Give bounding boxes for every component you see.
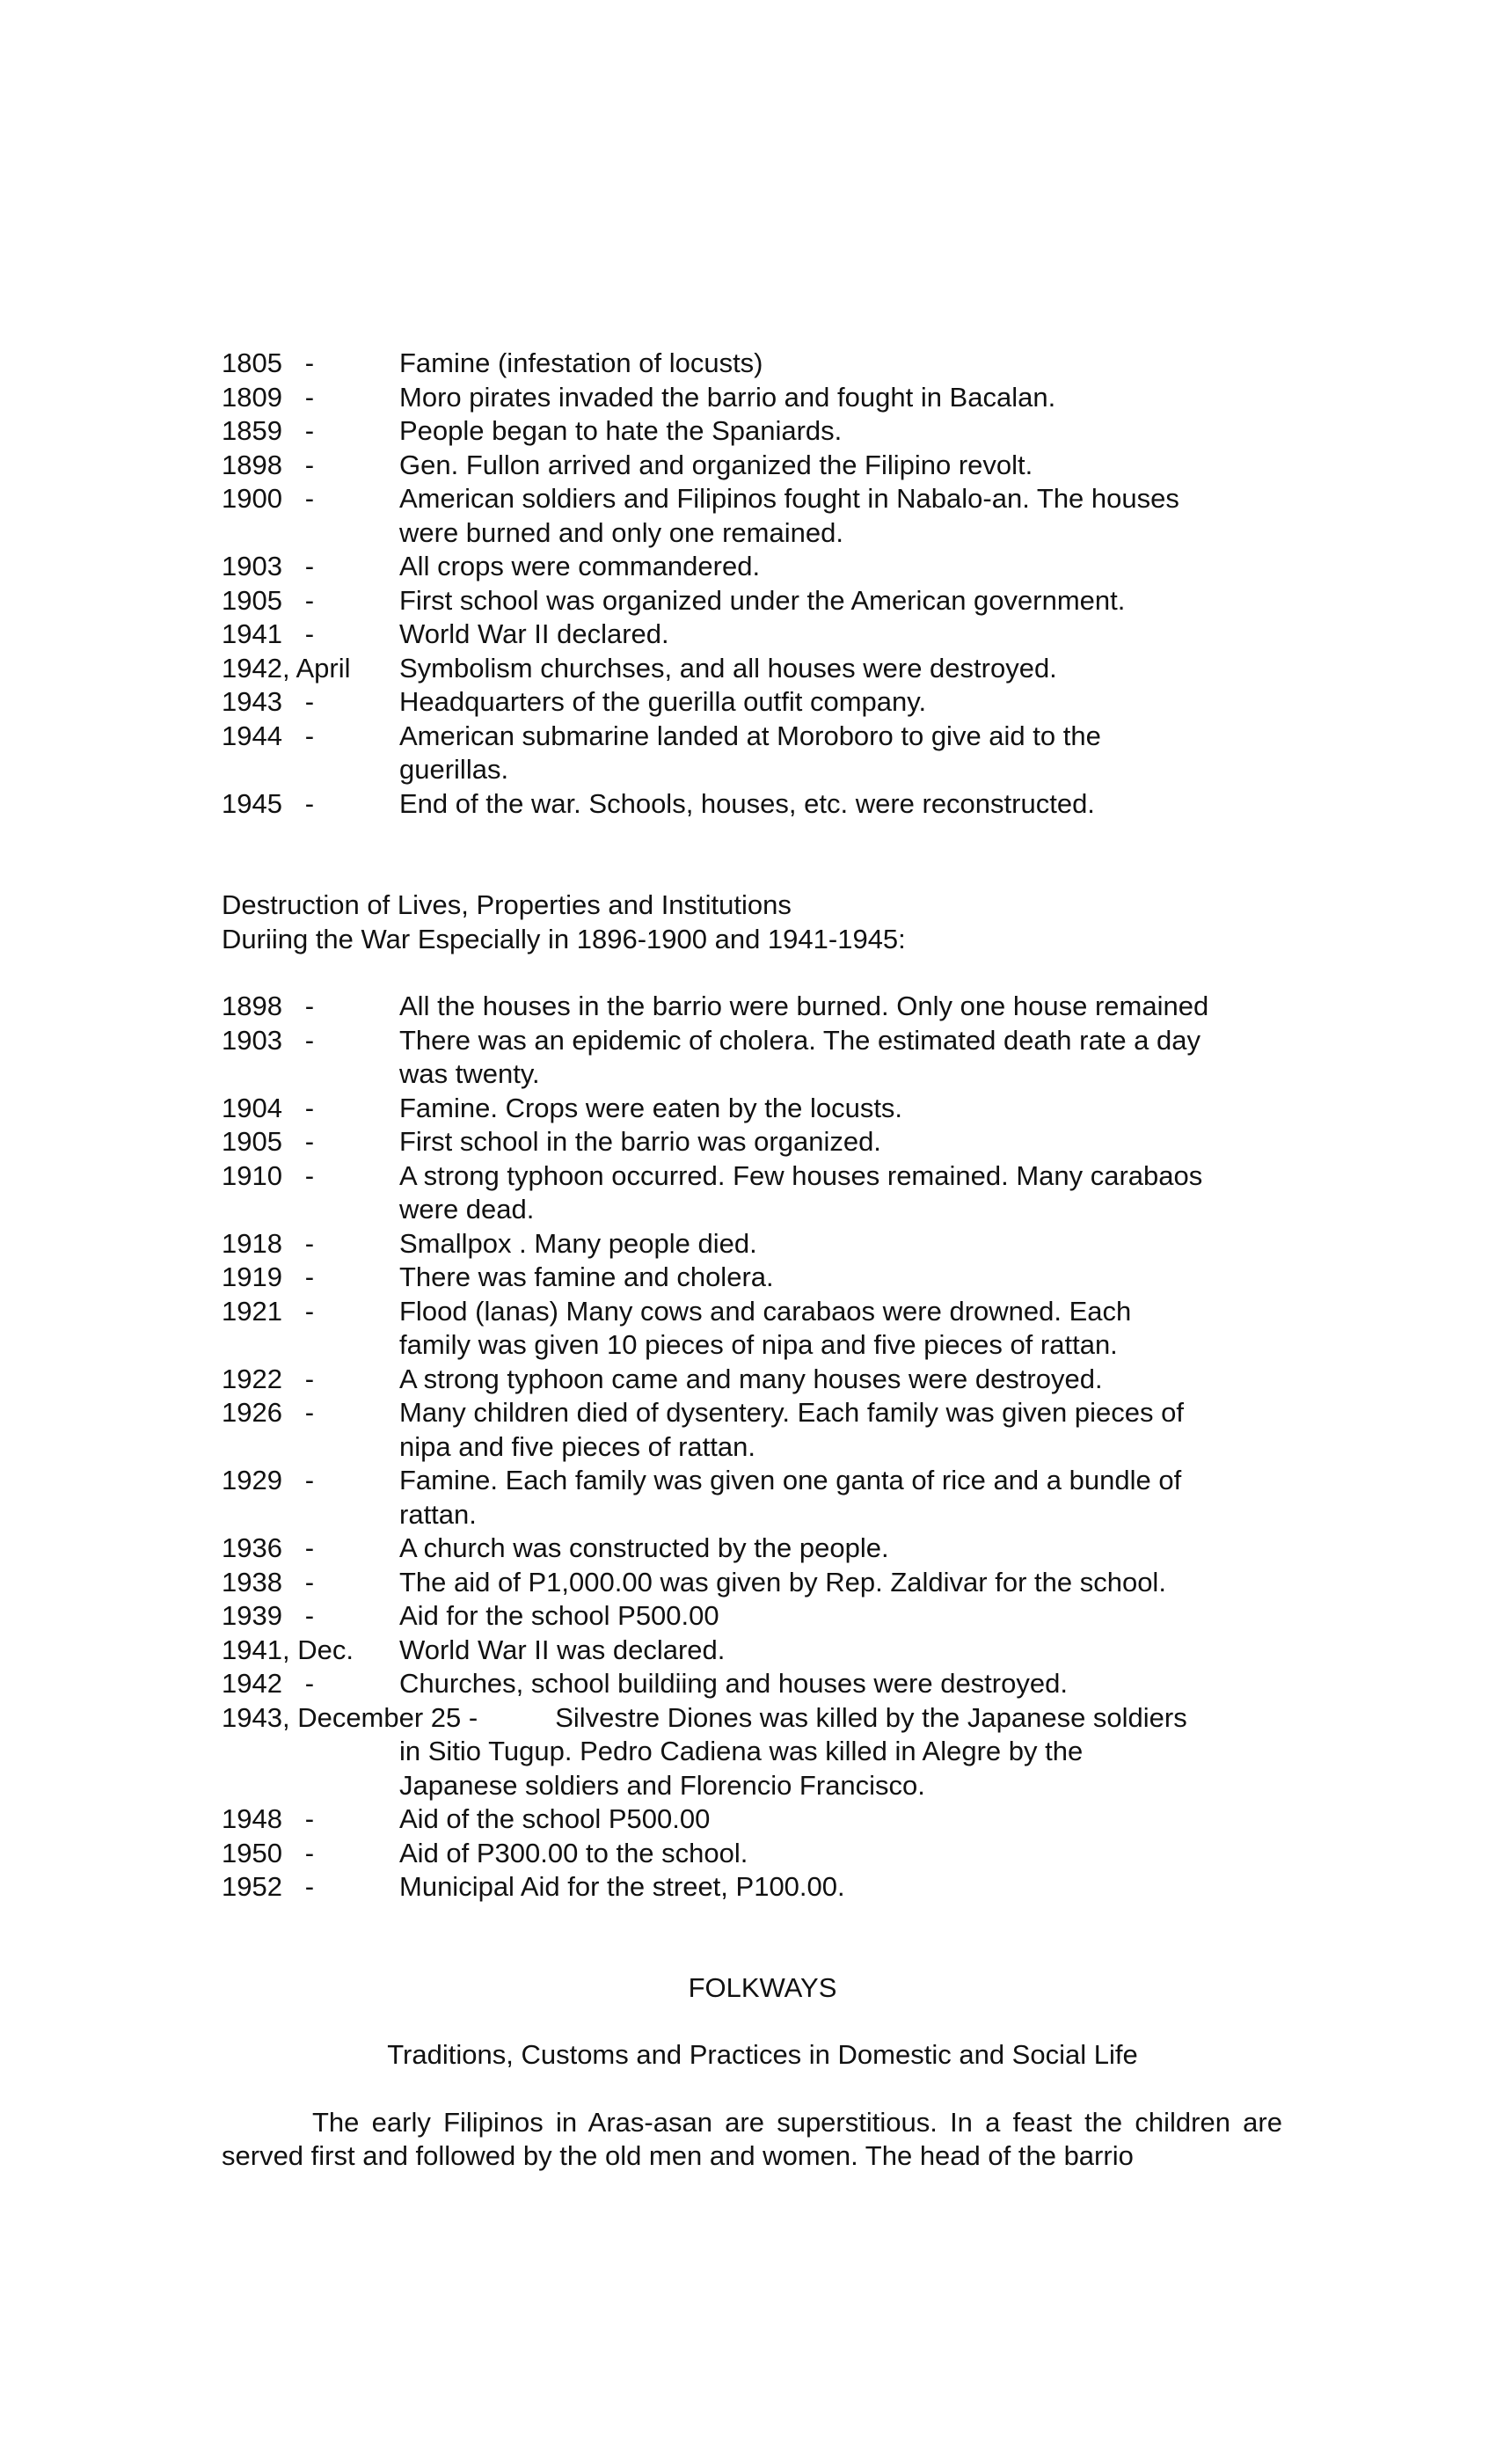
timeline-entry — [222, 414, 1303, 449]
timeline-entry — [222, 1701, 1303, 1736]
timeline-entry — [222, 1227, 1303, 1261]
timeline-entry — [222, 1024, 1303, 1092]
entry-text: World War II was declared. — [399, 1634, 726, 1665]
entry-year: 1941 - — [222, 618, 315, 649]
destruction-heading-line-1: Destruction of Lives, Properties and Institutions — [222, 889, 792, 920]
entry-text: Moro pirates invaded the barrio and fought in Bacalan. — [399, 381, 1056, 413]
entry-year: 1943, December 25 - — [222, 1701, 478, 1733]
entry-text: Symbolism churchses, and all houses were destroyed. — [399, 652, 1057, 684]
entry-text: A strong typhoon occurred. Few houses remained. Many carabaos were dead. — [399, 1159, 1203, 1225]
entry-year: 1942 - — [222, 1668, 315, 1699]
entry-text: Flood (lanas) Many cows and carabaos were drowned. Each family was given 10 pieces of nipa and five pieces of rattan. — [399, 1295, 1132, 1360]
timeline-entry — [222, 720, 1303, 787]
historical-timeline — [222, 347, 1303, 821]
entry-year: 1945 - — [222, 787, 315, 819]
timeline-entry — [222, 1295, 1303, 1363]
entry-text: Famine. Crops were eaten by the locusts. — [399, 1092, 903, 1123]
timeline-entry — [222, 1566, 1303, 1600]
entry-year: 1900 - — [222, 483, 315, 514]
timeline-entry — [222, 1159, 1303, 1227]
timeline-entry — [222, 1802, 1303, 1837]
destruction-special-entry — [222, 1701, 1303, 1803]
entry-year: 1952 - — [222, 1871, 315, 1902]
entry-year: 1939 - — [222, 1600, 315, 1631]
entry-text: Gen. Fullon arrived and organized the Filipino revolt. — [399, 449, 1033, 480]
timeline-entry — [222, 584, 1303, 618]
timeline-entry — [222, 1532, 1303, 1566]
timeline-entry — [222, 1634, 1303, 1668]
timeline-entry — [222, 685, 1303, 720]
entry-year: 1903 - — [222, 551, 315, 581]
entry-year: 1936 - — [222, 1532, 315, 1563]
timeline-entry — [222, 482, 1303, 550]
timeline-entry — [222, 347, 1303, 381]
entry-text: Headquarters of the guerilla outfit company. — [399, 686, 927, 717]
entry-text: First school in the barrio was organized. — [399, 1126, 881, 1157]
destruction-heading — [222, 888, 1303, 956]
entry-year: 1910 - — [222, 1159, 315, 1191]
entry-year: 1898 - — [222, 449, 315, 480]
entry-text-first-line: Silvestre Diones was killed by the Japanese soldiers — [555, 1701, 1187, 1733]
entry-year: 1938 - — [222, 1566, 315, 1598]
timeline-entry — [222, 381, 1303, 415]
entry-year: 1859 - — [222, 415, 315, 446]
timeline-entry — [222, 449, 1303, 483]
entry-text-continuation: in Sitio Tugup. Pedro Cadiena was killed in Alegre by the Japanese soldiers and Florencio Francisco. — [399, 1736, 1084, 1801]
timeline-entry — [222, 550, 1303, 584]
entry-text: End of the war. Schools, houses, etc. were reconstructed. — [399, 787, 1095, 819]
timeline-entry — [222, 990, 1303, 1024]
timeline-entry — [222, 1870, 1303, 1905]
entry-year: 1929 - — [222, 1465, 315, 1495]
entry-text: American soldiers and Filipinos fought in Nabalo-an. The houses were burned and only one remained. — [399, 483, 1179, 548]
entry-text: Famine (infestation of locusts) — [399, 347, 763, 378]
timeline-entry — [222, 1599, 1303, 1634]
entry-text: Municipal Aid for the street, P100.00. — [399, 1871, 845, 1902]
entry-text: Churches, school buildiing and houses were destroyed. — [399, 1668, 1068, 1699]
entry-text: Aid of P300.00 to the school. — [399, 1837, 748, 1868]
entry-text: Aid of the school P500.00 — [399, 1803, 711, 1834]
entry-text: Many children died of dysentery. Each family was given pieces of nipa and five pieces of rattan. — [399, 1397, 1184, 1462]
entry-text: All the houses in the barrio were burned. Only one house remained — [399, 991, 1209, 1021]
entry-text: Famine. Each family was given one ganta of rice and a bundle of rattan. — [399, 1465, 1182, 1530]
entry-year: 1943 - — [222, 686, 315, 717]
entry-year: 1809 - — [222, 381, 315, 413]
entry-text: World War II declared. — [399, 618, 669, 649]
entry-text: There was an epidemic of cholera. The estimated death rate a day was twenty. — [399, 1024, 1201, 1089]
entry-year: 1922 - — [222, 1363, 315, 1394]
folkways-title: FOLKWAYS — [688, 1971, 837, 2003]
timeline-entry — [222, 652, 1303, 686]
entry-year: 1904 - — [222, 1092, 315, 1123]
entry-year: 1919 - — [222, 1261, 315, 1292]
entry-text: There was famine and cholera. — [399, 1261, 774, 1292]
page-content — [222, 347, 1303, 2174]
timeline-entry — [222, 1667, 1303, 1701]
timeline-entry — [222, 1363, 1303, 1397]
entry-text: The aid of P1,000.00 was given by Rep. Zaldivar for the school. — [399, 1566, 1166, 1598]
timeline-entry — [222, 1464, 1303, 1532]
folkways-subtitle: Traditions, Customs and Practices in Domestic and Social Life — [387, 2039, 1138, 2070]
folkways-paragraph: The early Filipinos in Aras-asan are superstitious. In a feast the children are served first and followed by the old men and women. The head of the barrio — [222, 2106, 1282, 2171]
entry-year: 1941, Dec. — [222, 1634, 354, 1665]
entry-year: 1921 - — [222, 1295, 315, 1327]
timeline-entry — [222, 1092, 1303, 1126]
entry-text: American submarine landed at Moroboro to give aid to the guerillas. — [399, 720, 1101, 785]
entry-year: 1905 - — [222, 584, 315, 616]
entry-year: 1926 - — [222, 1397, 315, 1428]
entry-year: 1918 - — [222, 1227, 315, 1259]
entry-year: 1950 - — [222, 1837, 315, 1868]
entry-year: 1905 - — [222, 1126, 315, 1157]
entry-text: Smallpox . Many people died. — [399, 1227, 757, 1259]
entry-text: First school was organized under the American government. — [399, 584, 1126, 616]
entry-year: 1942, April — [222, 652, 351, 684]
timeline-entry — [222, 618, 1303, 652]
entry-year: 1944 - — [222, 720, 315, 751]
entry-text — [478, 1701, 1303, 1736]
entry-text: A strong typhoon came and many houses were destroyed. — [399, 1363, 1103, 1394]
timeline-entry — [222, 787, 1303, 822]
entry-text: People began to hate the Spaniards. — [399, 415, 843, 446]
destruction-timeline-continued — [222, 1802, 1303, 1905]
timeline-entry — [222, 1837, 1303, 1871]
timeline-entry — [222, 1396, 1303, 1464]
entry-year: 1948 - — [222, 1803, 315, 1834]
entry-text: All crops were commandered. — [399, 551, 761, 581]
destruction-timeline — [222, 990, 1303, 1701]
entry-year: 1903 - — [222, 1024, 315, 1056]
entry-year: 1898 - — [222, 991, 315, 1021]
entry-text: Aid for the school P500.00 — [399, 1600, 719, 1631]
entry-text: A church was constructed by the people. — [399, 1532, 889, 1563]
timeline-entry — [222, 1261, 1303, 1295]
timeline-entry-continuation — [222, 1735, 1303, 1802]
destruction-heading-line-2: Duriing the War Especially in 1896-1900 and 1941-1945: — [222, 923, 906, 954]
timeline-entry — [222, 1125, 1303, 1159]
entry-year: 1805 - — [222, 347, 315, 378]
